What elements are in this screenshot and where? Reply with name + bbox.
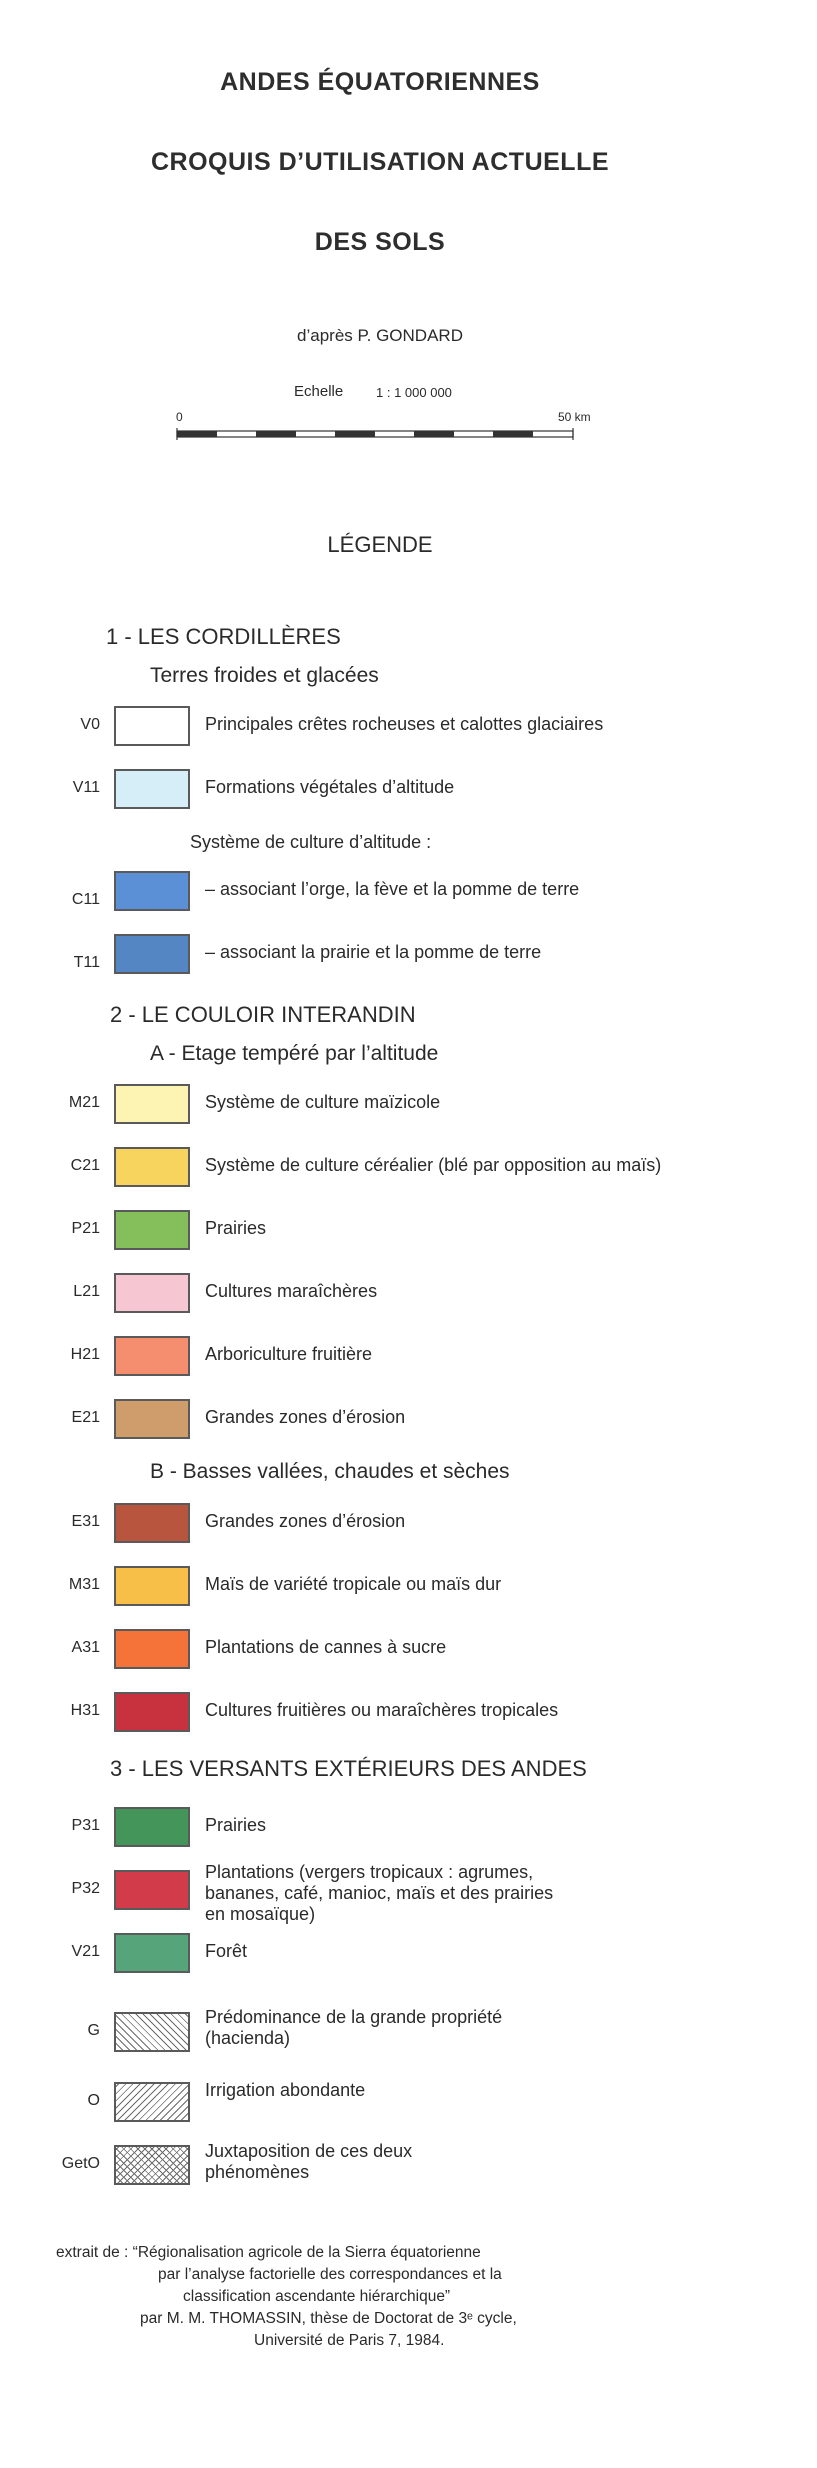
legend-code-A31: A31 (71, 1639, 100, 1656)
legend-heading: LÉGENDE (327, 532, 433, 557)
legend-code-M31: M31 (68, 1576, 100, 1593)
legend-label-P21: Prairies (205, 1218, 267, 1238)
source-note-line-1: extrait de : “Régionalisation agricole de la Sierra équatorienne (56, 2244, 481, 2261)
legend-code-C21: C21 (70, 1157, 100, 1174)
legend-code-L21: L21 (73, 1283, 100, 1300)
legend-swatch-H31 (114, 1692, 190, 1732)
legend-code-H21: H21 (70, 1346, 100, 1363)
source-note-line-2: par l’analyse factorielle des correspondances et la (158, 2266, 502, 2283)
legend-code-M21: M21 (68, 1094, 100, 1111)
legend-label-P32: Plantations (vergers tropicaux : agrumes, bananes, café, manioc, maïs et des prairies en mosaïque) (205, 1862, 554, 1924)
legend-label-GetO: Juxtaposition de ces deux phénomènes (205, 2141, 413, 2182)
legend-swatch-M31 (114, 1566, 190, 1606)
legend-code-E31: E31 (71, 1513, 100, 1530)
legend-label-C11: – associant l’orge, la fève et la pomme de terre (205, 879, 580, 899)
legend-code-C11: C11 (71, 891, 100, 908)
legend-label-V0: Principales crêtes rocheuses et calottes glaciaires (205, 714, 604, 734)
legend-code-T11: T11 (73, 954, 100, 971)
legend-code-V0: V0 (80, 716, 100, 733)
legend-swatch-H21 (114, 1336, 190, 1376)
legend-label-V21: Forêt (205, 1941, 248, 1961)
legend-swatch-P21 (114, 1210, 190, 1250)
legend-label-M21: Système de culture maïzicole (205, 1092, 441, 1112)
legend-label-C21: Système de culture céréalier (blé par opposition au maïs) (205, 1155, 662, 1175)
legend-swatch-P31 (114, 1807, 190, 1847)
scale-bar (176, 428, 576, 442)
section-1-subheading: Terres froides et glacées (150, 664, 379, 687)
legend-swatch-T11 (114, 934, 190, 974)
legend-swatch-P32 (114, 1870, 190, 1910)
legend-code-H31: H31 (70, 1702, 100, 1719)
legend-label-E21: Grandes zones d’érosion (205, 1407, 406, 1427)
scale-label: Echelle (294, 383, 344, 400)
legend-label-G: Prédominance de la grande propriété (hacienda) (205, 2007, 503, 2048)
legend-swatch-G (114, 2012, 190, 2052)
legend-code-V11: V11 (72, 779, 100, 796)
legend-label-E31: Grandes zones d’érosion (205, 1511, 406, 1531)
section-2b-subheading: B - Basses vallées, chaudes et sèches (150, 1460, 510, 1483)
section-3-heading: 3 - LES VERSANTS EXTÉRIEURS DES ANDES (110, 1756, 587, 1781)
legend-label-L21: Cultures maraîchères (205, 1281, 378, 1301)
legend-label-H31: Cultures fruitières ou maraîchères tropicales (205, 1700, 559, 1720)
legend-swatch-L21 (114, 1273, 190, 1313)
legend-label-T11: – associant la prairie et la pomme de terre (205, 942, 542, 962)
legend-label-A31: Plantations de cannes à sucre (205, 1637, 447, 1657)
legend-code-O: O (87, 2092, 100, 2109)
section-2-heading: 2 - LE COULOIR INTERANDIN (110, 1002, 416, 1027)
source-note-line-3: classification ascendante hiérarchique” (183, 2288, 451, 2305)
source-note-line-4: par M. M. THOMASSIN, thèse de Doctorat de 3ᵉ cycle, (140, 2310, 517, 2327)
legend-swatch-C11 (114, 871, 190, 911)
legend-code-P21: P21 (71, 1220, 100, 1237)
legend-label-P31: Prairies (205, 1815, 267, 1835)
title-line-3: DES SOLS (314, 228, 446, 256)
legend-code-E21: E21 (71, 1409, 100, 1426)
legend-label-V11: Formations végétales d’altitude (205, 777, 455, 797)
title-line-2: CROQUIS D’UTILISATION ACTUELLE (150, 148, 610, 176)
legend-swatch-E21 (114, 1399, 190, 1439)
legend-code-G: G (87, 2022, 100, 2039)
legend-code-V21: V21 (71, 1943, 100, 1960)
title-line-1: ANDES ÉQUATORIENNES (220, 68, 540, 96)
section-2a-subheading: A - Etage tempéré par l’altitude (150, 1042, 439, 1065)
legend-swatch-V0 (114, 706, 190, 746)
legend-swatch-E31 (114, 1503, 190, 1543)
legend-label-M31: Maïs de variété tropicale ou maïs dur (205, 1574, 502, 1594)
scale-start-label: 0 (176, 410, 183, 424)
legend-swatch-O (114, 2082, 190, 2122)
legend-swatch-A31 (114, 1629, 190, 1669)
legend-swatch-V11 (114, 769, 190, 809)
system-label: Système de culture d’altitude : (190, 832, 432, 852)
legend-label-O: Irrigation abondante (205, 2080, 366, 2100)
scale-end-label: 50 km (558, 410, 591, 424)
scale-ratio: 1 : 1 000 000 (376, 385, 452, 400)
legend-swatch-C21 (114, 1147, 190, 1187)
source-note-line-5: Université de Paris 7, 1984. (254, 2332, 445, 2349)
legend-label-H21: Arboriculture fruitière (205, 1344, 373, 1364)
section-1-heading: 1 - LES CORDILLÈRES (106, 624, 341, 649)
legend-code-P31: P31 (71, 1817, 100, 1834)
legend-code-P32: P32 (71, 1880, 100, 1897)
legend-swatch-V21 (114, 1933, 190, 1973)
author-credit: d’après P. GONDARD (297, 326, 463, 345)
legend-code-GetO: GetO (61, 2155, 100, 2172)
legend-swatch-M21 (114, 1084, 190, 1124)
legend-swatch-GetO (114, 2145, 190, 2185)
